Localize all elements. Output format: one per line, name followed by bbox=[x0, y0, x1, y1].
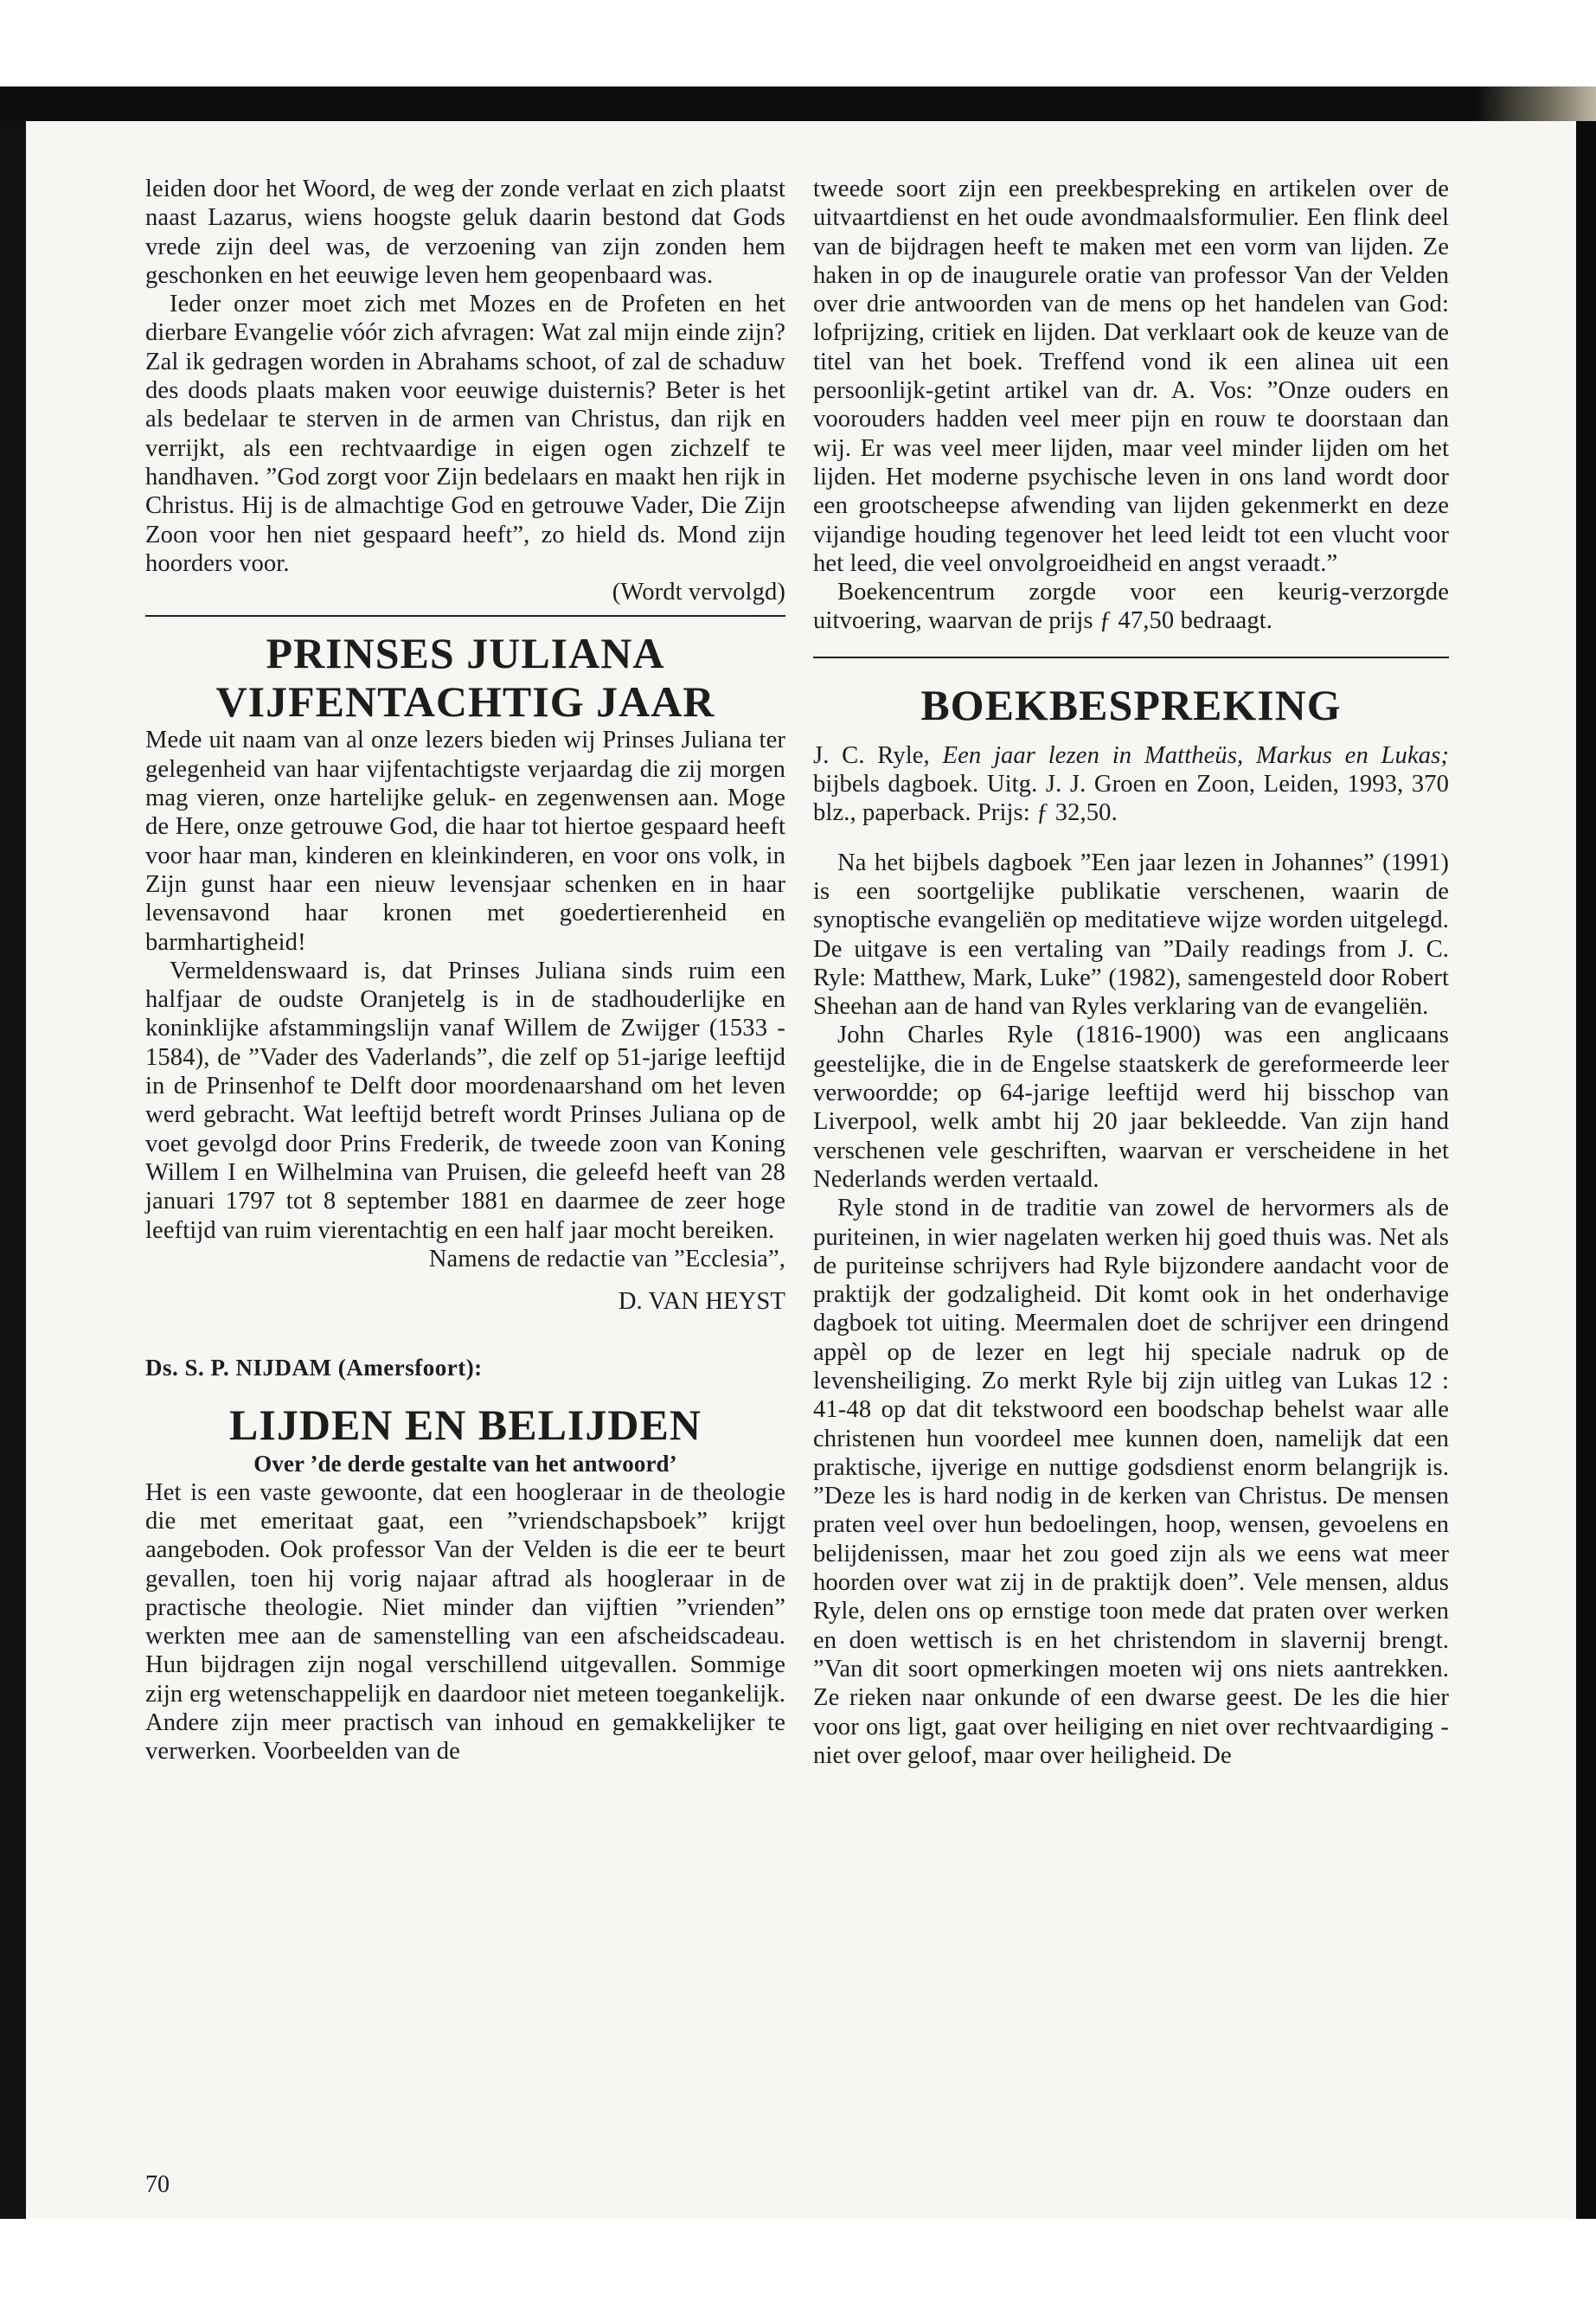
juliana-paragraph-1: Mede uit naam van al onze lezers bieden wij Prinses Juliana ter gelegenheid van haar vijfentachtigste verjaardag die zij morgen mag vieren, onze hartelijke geluk- en zegenwensen aan. Moge de Here, onze getrouwe God, die haar tot hiertoe gespaard heeft voor haar man, kinderen en kleinkinderen, en voor ons volk, in Zijn gunst haar een nieuw levensjaar schenken en in haar levensavond haar kronen met goedertierenheid en barmhartigheid! bbox=[145, 727, 785, 956]
lijden-author: Ds. S. P. NIJDAM (Amersfoort): bbox=[145, 1355, 483, 1381]
scan-right-edge bbox=[1576, 121, 1596, 2219]
scan-bottom-margin bbox=[0, 2219, 1596, 2301]
juliana-title-line1: PRINSES JULIANA bbox=[266, 629, 665, 678]
right-paragraph-2: Boekencentrum zorgde voor een keurig-verzorgde uitvoering, waarvan de prijs ƒ 47,50 bedraagt. bbox=[813, 579, 1449, 635]
right-paragraph-1: tweede soort zijn een preekbespreking en artikelen over de uitvaartdienst en het oude avondmaalsformulier. Een flink deel van de bijdragen heeft te maken met een vorm van lijden. Ze haken in op de inaugurele oratie van professor Van der Velden over drie antwoorden van de mens op het handelen van God: lofprijzing, critiek en lijden. Dat verklaart ook de keuze van de titel van het boek. Treffend vond ik een alinea uit een persoonlijk-getint artikel van dr. A. Vos: ”Onze ouders en voorouders hadden veel meer pijn en rouw te doorstaan dan wij. Er was veel meer lijden, maar veel minder lijden om het lijden. Het moderne psychische leven in ons land wordt door een grootscheepse afwending van lijden gekenmerkt en deze vijandige houding tegenover het leed leidt tot een vlucht voor het leed, die veel onvolgroeidheid en angst veraadt.” bbox=[813, 176, 1449, 577]
right-column bbox=[813, 175, 1449, 1770]
page-number: 70 bbox=[145, 2171, 170, 2198]
intro-paragraph-2: Ieder onzer moet zich met Mozes en de Profeten en het dierbare Evangelie vóór zich afvragen: Wat zal mijn einde zijn? Zal ik gedragen worden in Abrahams schoot, of zal de schaduw des doods plaats maken voor eeuwige duisternis? Beter is het als bedelaar te sterven in de armen van Christus, dan rijk en verrijkt, als een rechtvaardige in eigen ogen zichzelf te handhaven. ”God zorgt voor Zijn bedelaars en maakt hen rijk in Christus. Hij is de almachtige God en getrouwe Vader, Die Zijn Zoon voor hen niet gespaard heeft”, zo hield ds. Mond zijn hoorders voor. bbox=[145, 291, 785, 577]
review-paragraph-2: John Charles Ryle (1816-1900) was een anglicaans geestelijke, die in de Engelse staatskerk de gereformeerde leer verwoordde; op 64-jarige leeftijd werd hij bisschop van Liverpool, welk ambt hij 20 jaar bekleedde. Van zijn hand verschenen vele geschriften, waarvan er verscheidene in het Nederlands werden vertaald. bbox=[813, 1022, 1449, 1193]
review-divider bbox=[813, 657, 1449, 658]
review-paragraph-1: Na het bijbels dagboek ”Een jaar lezen in Johannes” (1991) is een soortgelijke publikatie verschenen, waarin de synoptische evangeliën op meditatieve wijze worden uitgelegd. De uitgave is een vertaling van ”Daily readings from J. C. Ryle: Matthew, Mark, Luke” (1982), samengesteld door Robert Sheehan aan de hand van Ryles verklaring van de evangeliën. bbox=[813, 849, 1449, 1021]
review-citation bbox=[813, 741, 1449, 828]
citation-author: J. C. Ryle, bbox=[813, 741, 943, 769]
section-divider bbox=[145, 615, 785, 617]
lijden-paragraph: Het is een vaste gewoonte, dat een hoogleraar in de theologie die met emeritaat gaat, een ”vriendschapsboek” krijgt aangeboden. Ook professor Van der Velden is die eer te beurt gevallen, toen hij vorig najaar aftrad als hoogleraar in de practische theologie. Niet minder dan vijftien ”vrienden” werkten mee aan de samenstelling van een afscheidscadeau. Hun bijdragen zijn nogal verschillend uitgevallen. Sommige zijn erg wetenschappelijk en daardoor niet meteen toegankelijk. Andere zijn meer practisch van inhoud en gemakkelijker te verwerken. Voorbeelden van de bbox=[145, 1478, 785, 1766]
scan-tear-edge bbox=[1475, 87, 1596, 121]
intro-paragraph-1: leiden door het Woord, de weg der zonde verlaat en zich plaatst naast Lazarus, wiens hoogste geluk daarin bestond dat Gods vrede zijn deel was, de verzoening van zijn zonden hem geschonken en het eeuwige leven hem geopenbaard was. bbox=[145, 176, 785, 289]
juliana-paragraph-2: Vermeldenswaard is, dat Prinses Juliana sinds ruim een halfjaar de oudste Oranjetelg is in de stadhouderlijke en koninklijke afstammingslijn vanaf Willem de Zwijger (1533 - 1584), de ”Vader des Vaderlands”, die zelf op 51-jarige leeftijd in de Prinsenhof te Delft door moordenaarshand om het leven werd gebracht. Wat leeftijd betreft wordt Prinses Juliana op de voet gevolgd door Prins Frederik, de tweede zoon van Koning Willem I en Wilhelmina van Pruisen, die geleefd heeft van 28 januari 1797 tot 8 september 1881 en daarmee de zeer hoge leeftijd van ruim vierentachtig en een half jaar mocht bereiken. bbox=[145, 957, 785, 1244]
lijden-title: LIJDEN EN BELIJDEN bbox=[229, 1400, 702, 1449]
lijden-subtitle: Over ’de derde gestalte van het antwoord’ bbox=[253, 1450, 677, 1477]
review-heading: BOEKBESPREKING bbox=[920, 680, 1342, 729]
left-column bbox=[145, 175, 785, 1766]
juliana-title-line2: VIJFENTACHTIG JAAR bbox=[215, 677, 715, 727]
review-paragraph-3: Ryle stond in de traditie van zowel de hervormers als de puriteinen, in wier nagelaten werken hij goed thuis was. Net als de puriteinse schrijvers had Ryle bijzondere aandacht voor de praktijk der godzaligheid. Dit komt ook in het onderhavige dagboek tot uiting. Meermalen doet de schrijver een dringend appèl op de lezer en legt hij speciale nadruk op de levensheiliging. Zo merkt Ryle bij zijn uitleg van Lukas 12 : 41-48 op dat dit tekstwoord een boodschap behelst waar alle christenen hun voordeel mee kunnen doen, namelijk dat een praktische, ijverige en nuttige godsdienst enorm belangrijk is. ”Deze les is hard nodig in de kerken van Christus. De mensen praten veel over hun bedoelingen, hoop, wensen, gevoelens en belijdenissen, maar het zou goed zijn als we eens wat meer hoorden over wat zij in de praktijk doen”. Vele mensen, aldus Ryle, delen ons op ernstige toon mede dat praten over werken en doen wettisch is en het christendom in slavernij brengt. ”Van dit soort opmerkingen moeten wij ons niets aantrekken. Ze rieken naar onkunde of een dwarse geest. De les die hier voor ons ligt, gaat over heiliging en niet over rechtvaardiging - niet over geloof, maar over heiligheid. De bbox=[813, 1195, 1449, 1769]
citation-details: bijbels dagboek. Uitg. J. J. Groen en Zoon, Leiden, 1993, 370 blz., paperback. Prijs: ƒ 32,50. bbox=[813, 771, 1449, 827]
juliana-signature: D. VAN HEYST bbox=[618, 1288, 785, 1316]
scan-dark-band bbox=[0, 87, 1596, 121]
citation-title: Een jaar lezen in Mattheüs, Markus en Lukas; bbox=[942, 741, 1449, 769]
to-be-continued: (Wordt vervolgd) bbox=[612, 579, 785, 606]
juliana-closing: Namens de redactie van ”Ecclesia”, bbox=[428, 1245, 785, 1272]
